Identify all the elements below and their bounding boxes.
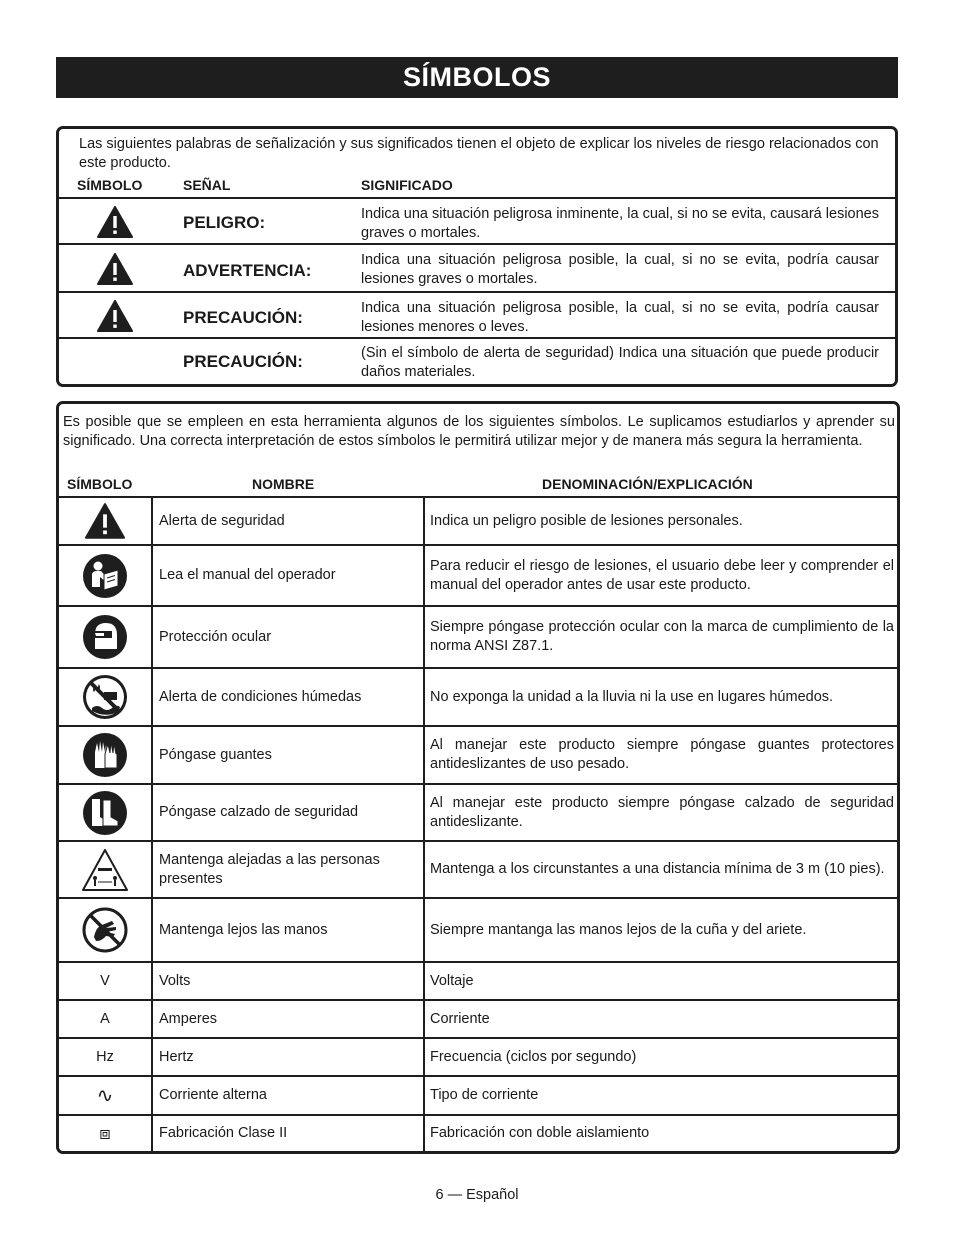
read-manual-icon: [82, 553, 128, 599]
symbol-row: [59, 1037, 897, 1075]
symbol-row: [59, 897, 897, 961]
signal-word: PELIGRO:: [183, 213, 266, 232]
symbol-row: [59, 544, 897, 605]
header-explanation: DENOMINACIÓN/EXPLICACIÓN: [542, 476, 753, 492]
symbol-row: [59, 999, 897, 1037]
symbol-desc: Siempre póngase protección ocular con la marca de cumplimiento de la norma ANSI Z87.1.: [430, 619, 894, 654]
volts-symbol: V: [100, 973, 110, 989]
symbol-desc: Fabricación con doble aislamiento: [430, 1125, 650, 1141]
symbol-name: Fabricación Clase II: [159, 1125, 288, 1141]
keep-bystanders-away-icon: [81, 848, 129, 892]
warning-triangle-icon: [97, 253, 133, 285]
symbols-intro: Es posible que se empleen en esta herramienta algunos de los siguientes símbolos. Le suplicamos estudiarlos y aprender su significado. Una correcta interpretación de estos símbolos le permitirá utilizar mejor y de manera más segura la herramienta.: [63, 414, 895, 449]
page-footer: 6 — Español: [435, 1187, 519, 1203]
symbol-name: Hertz: [159, 1048, 194, 1065]
header-name: NOMBRE: [252, 476, 315, 492]
symbol-desc: Tipo de corriente: [430, 1087, 539, 1103]
gloves-icon: [82, 732, 128, 778]
symbol-desc: Siempre mantanga las manos lejos de la cuña y del ariete.: [430, 921, 807, 938]
class-ii-icon: ⧈: [99, 1123, 111, 1143]
symbol-row: [59, 840, 897, 897]
symbol-name: Póngase calzado de seguridad: [159, 804, 359, 820]
safety-alert-icon: [85, 503, 125, 539]
symbol-row: [59, 496, 897, 544]
signal-meaning: (Sin el símbolo de alerta de seguridad) Indica una situación que puede producir daños materiales.: [361, 345, 879, 380]
header-meaning: SIGNIFICADO: [361, 177, 453, 193]
symbol-name: Amperes: [159, 1010, 218, 1027]
signal-meaning: Indica una situación peligrosa inminente, la cual, si no se evita, causará lesiones graves o mortales.: [361, 206, 879, 241]
warning-triangle-icon: [97, 300, 133, 332]
safety-boots-icon: [82, 790, 128, 836]
signal-row: [59, 291, 895, 339]
signal-intro: Las siguientes palabras de señalización y sus significados tienen el objeto de explicar los niveles de riesgo relacionados con este producto.: [79, 136, 879, 171]
symbol-desc: No exponga la unidad a la lluvia ni la use en lugares húmedos.: [430, 688, 834, 705]
symbol-name: Alerta de condiciones húmedas: [159, 688, 362, 705]
header-symbol: SÍMBOLO: [77, 177, 143, 193]
symbol-desc: Para reducir el riesgo de lesiones, el usuario debe leer y comprender el manual del operador antes de usar este producto.: [430, 557, 894, 593]
symbol-row: [59, 1114, 897, 1151]
keep-hands-away-icon: [82, 907, 128, 953]
signal-row: [59, 243, 895, 293]
signal-word: ADVERTENCIA:: [183, 261, 312, 280]
header-symbol: SÍMBOLO: [67, 476, 133, 492]
symbol-name: Mantenga lejos las manos: [159, 921, 328, 938]
symbol-desc: Mantenga a los circunstantes a una distancia mínima de 3 m (10 pies).: [430, 861, 885, 877]
warning-triangle-icon: [97, 206, 133, 238]
symbol-name: Volts: [159, 972, 191, 989]
signal-row: [59, 197, 895, 245]
symbol-row: [59, 783, 897, 840]
symbol-name: Póngase guantes: [159, 746, 272, 763]
signal-meaning: Indica una situación peligrosa posible, la cual, si no se evita, podría causar lesiones graves o mortales.: [361, 252, 879, 287]
symbol-name: Lea el manual del operador: [159, 567, 336, 583]
symbol-desc: Al manejar este producto siempre póngase guantes protectores antideslizantes de uso pesado.: [430, 737, 894, 772]
symbols-box: [56, 401, 900, 1154]
symbol-row: [59, 667, 897, 725]
signal-row: [59, 337, 895, 387]
alternating-current-icon: ∿: [96, 1085, 114, 1107]
symbol-name: Alerta de seguridad: [159, 512, 285, 529]
wet-conditions-icon: [82, 674, 128, 720]
symbol-row: [59, 725, 897, 783]
page-title: SÍMBOLOS: [56, 57, 898, 98]
symbol-row: [59, 605, 897, 667]
symbol-name: Corriente alterna: [159, 1087, 267, 1103]
symbol-name: Mantenga alejadas a las personas presentes: [159, 851, 380, 887]
symbol-desc: Frecuencia (ciclos por segundo): [430, 1048, 637, 1065]
symbol-desc: Voltaje: [430, 972, 474, 989]
hertz-symbol: Hz: [96, 1049, 114, 1065]
symbol-desc: Al manejar este producto siempre póngase calzado de seguridad antideslizante.: [430, 794, 894, 830]
signal-word: PRECAUCIÓN:: [183, 308, 303, 327]
symbol-row: [59, 961, 897, 999]
symbol-row: [59, 1075, 897, 1114]
signal-meaning: Indica una situación peligrosa posible, la cual, si no se evita, podría causar lesiones menores o leves.: [361, 300, 879, 335]
header-signal: SEÑAL: [183, 177, 231, 193]
eye-protection-icon: [82, 614, 128, 660]
symbol-desc: Corriente: [430, 1010, 490, 1027]
signal-word: PRECAUCIÓN:: [183, 352, 303, 371]
signal-words-box: [56, 126, 898, 387]
symbol-name: Protección ocular: [159, 628, 272, 645]
amperes-symbol: A: [100, 1011, 110, 1027]
symbol-desc: Indica un peligro posible de lesiones personales.: [430, 512, 743, 529]
